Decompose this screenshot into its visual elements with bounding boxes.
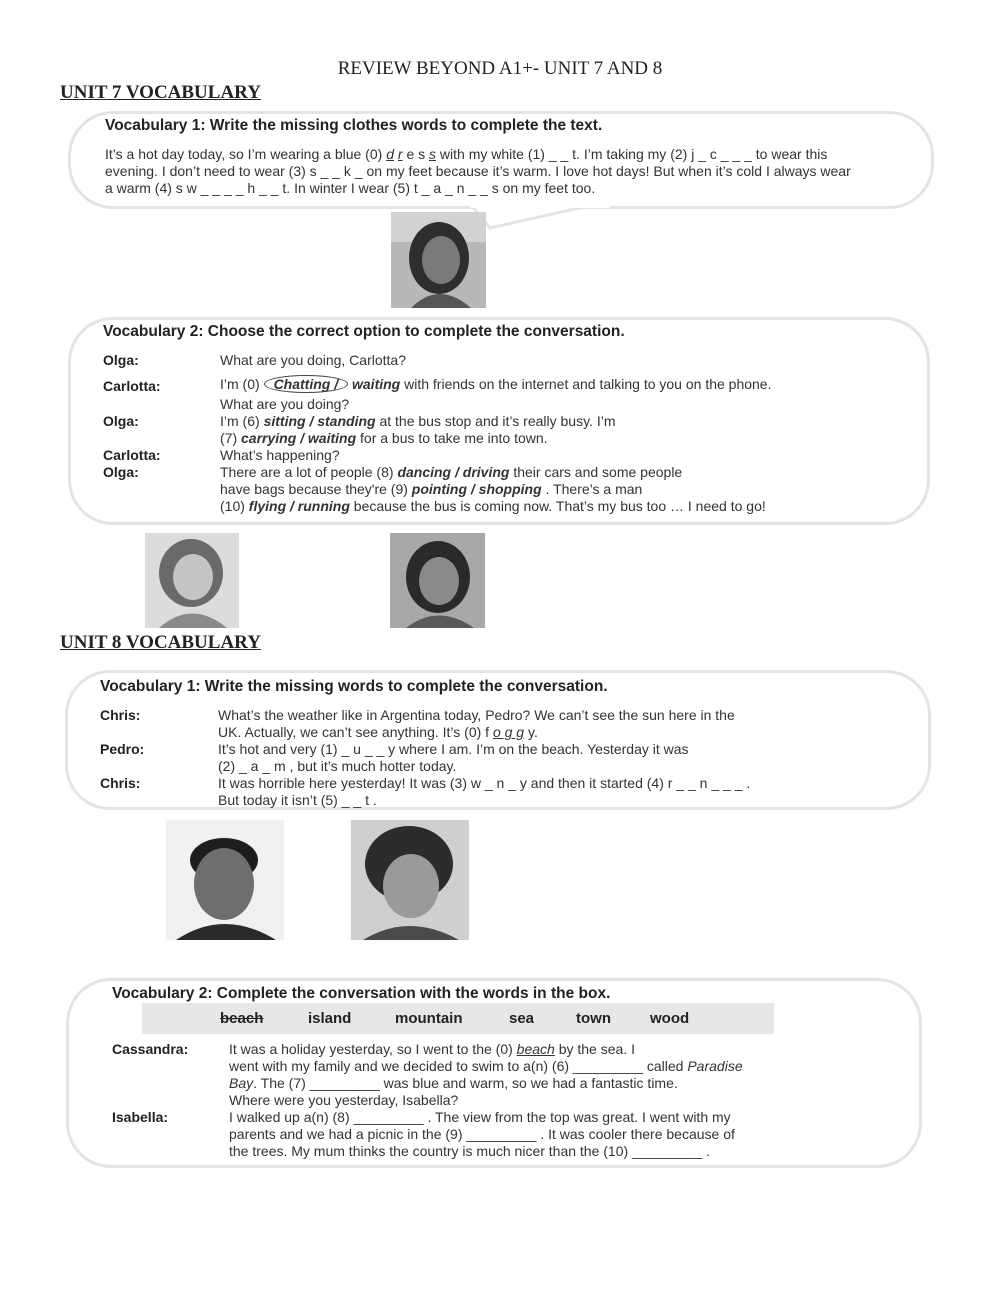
u7-v2-line: What are you doing, Carlotta? <box>220 352 406 368</box>
word-box-item: beach <box>220 1010 264 1027</box>
circled-answer: Chatting / <box>264 375 349 393</box>
u7-v2-line: What’s happening? <box>220 447 340 463</box>
word-box-item: wood <box>650 1010 690 1027</box>
u7-vocab1-title: Vocabulary 1: Write the missing clothes words to complete the text. <box>105 117 603 134</box>
word-box <box>142 1003 774 1034</box>
u8-vocab1-title: Vocabulary 1: Write the missing words to complete the conversation. <box>100 678 608 695</box>
word-box-item: island <box>308 1010 352 1027</box>
u8-v1-line: What’s the weather like in Argentina today, Pedro? We can’t see the sun here in the <box>218 707 735 723</box>
u7-vocab1-line1: It’s a hot day today, so I’m wearing a blue (0) d r e s s with my white (1) _ _ t. I’m taking my (2) j _ c _ _ _ to wear this <box>105 146 828 162</box>
girl-photo <box>390 533 485 628</box>
speech-tail-icon <box>470 204 610 230</box>
speaker-chris: Chris: <box>100 775 141 791</box>
speaker-carlotta: Carlotta: <box>103 447 161 463</box>
u8-v1-line: It’s hot and very (1) _ u _ _ y where I am. I’m on the beach. Yesterday it was <box>218 741 689 757</box>
speaker-pedro: Pedro: <box>100 741 145 757</box>
speaker-olga: Olga: <box>103 413 139 429</box>
u8-v1-line: (2) _ a _ m , but it’s much hotter today. <box>218 758 457 774</box>
u7-v2-line: I’m (0) Chatting / waiting with friends on the internet and talking to you on the phone. <box>220 376 772 392</box>
unit7-heading: UNIT 7 VOCABULARY <box>60 82 261 103</box>
unit8-heading: UNIT 8 VOCABULARY <box>60 632 261 653</box>
u8-v2-line: It was a holiday yesterday, so I went to the (0) beach by the sea. I <box>229 1041 635 1057</box>
u7-vocab1-line2: evening. I don’t need to wear (3) s _ _ k _ on my feet because it’s warm. I love hot days! But when it’s cold I always wear <box>105 163 851 179</box>
u8-v2-line: I walked up a(n) (8) _________ . The view from the top was great. I went with my <box>229 1109 731 1125</box>
u8-v2-line: Bay. The (7) _________ was blue and warm, so we had a fantastic time. <box>229 1075 678 1091</box>
girl-photo <box>145 533 239 628</box>
speaker-chris: Chris: <box>100 707 141 723</box>
u7-vocab1-line3: a warm (4) s w _ _ _ _ h _ _ t. In winter I wear (5) t _ a _ n _ _ s on my feet too. <box>105 180 596 196</box>
u7-v2-line: I’m (6) sitting / standing at the bus stop and it’s really busy. I’m <box>220 413 616 429</box>
u7-v2-line: There are a lot of people (8) dancing / driving their cars and some people <box>220 464 683 480</box>
u8-v2-line: Where were you yesterday, Isabella? <box>229 1092 459 1108</box>
u8-vocab2-title: Vocabulary 2: Complete the conversation with the words in the box. <box>112 985 611 1002</box>
boy-photo <box>351 820 469 940</box>
u8-v1-line: But today it isn’t (5) _ _ t . <box>218 792 377 808</box>
speaker-isabella: Isabella: <box>112 1109 169 1125</box>
u7-v2-line: have bags because they're (9) pointing / shopping . There’s a man <box>220 481 643 497</box>
speaker-carlotta: Carlotta: <box>103 378 161 394</box>
word-box-item: town <box>576 1010 611 1027</box>
word-box-item: sea <box>509 1010 535 1027</box>
u8-v2-line: went with my family and we decided to swim to a(n) (6) _________ called Paradise <box>229 1058 743 1074</box>
u8-v1-line: UK. Actually, we can’t see anything. It’s (0) f o g g y. <box>218 724 538 740</box>
girl-photo <box>391 212 486 308</box>
u8-v2-line: parents and we had a picnic in the (9) _________ . It was cooler there because of <box>229 1126 735 1142</box>
speaker-olga: Olga: <box>103 464 139 480</box>
boy-photo <box>166 820 284 940</box>
speaker-cassandra: Cassandra: <box>112 1041 189 1057</box>
u7-v2-line: (10) flying / running because the bus is coming now. That’s my bus too … I need to go! <box>220 498 766 514</box>
u7-v2-line: What are you doing? <box>220 396 350 412</box>
u8-v1-line: It was horrible here yesterday! It was (3) w _ n _ y and then it started (4) r _ _ n _ _ _ . <box>218 775 751 791</box>
speaker-olga: Olga: <box>103 352 139 368</box>
u8-v2-line: the trees. My mum thinks the country is much nicer than the (10) _________ . <box>229 1143 710 1159</box>
u7-vocab2-title: Vocabulary 2: Choose the correct option to complete the conversation. <box>103 323 625 340</box>
page-title: REVIEW BEYOND A1+- UNIT 7 AND 8 <box>337 58 663 79</box>
u7-v2-line: (7) carrying / waiting for a bus to take me into town. <box>220 430 548 446</box>
word-box-item: mountain <box>395 1010 463 1027</box>
